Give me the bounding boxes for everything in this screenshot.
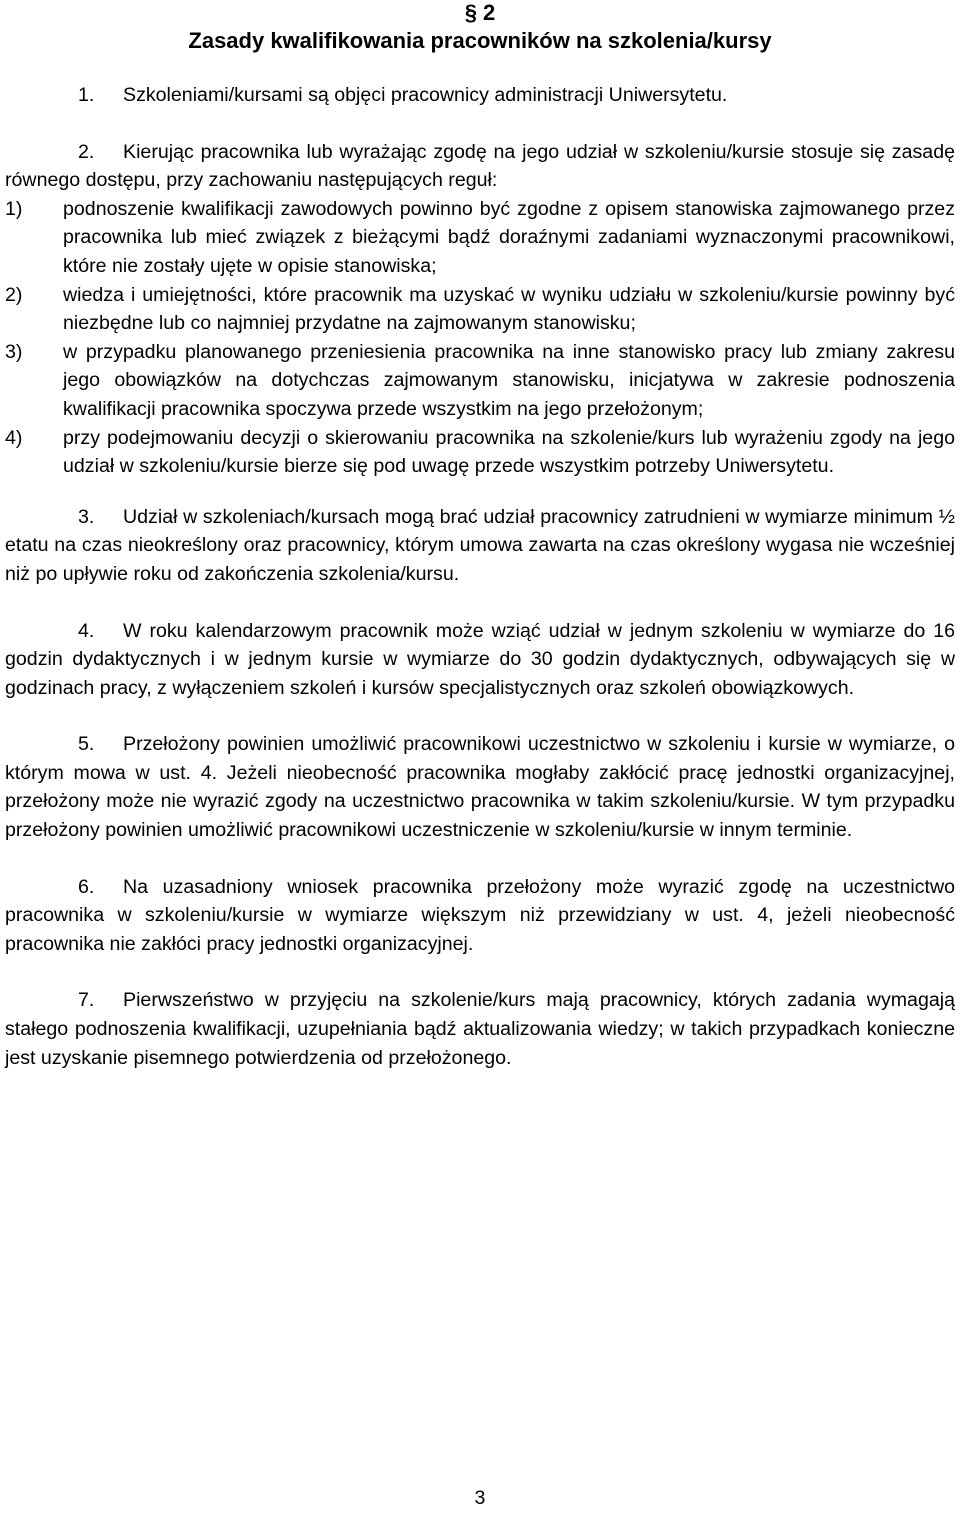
paragraph-number: 1. bbox=[78, 84, 95, 106]
paragraph-text: Pierwszeństwo w przyjęciu na szkolenie/kurs mają pracownicy, których zadania wymagają stałego podnoszenia kwalifikacji, uzupełniania bądź aktualizowania wiedzy; w takich przypadkach konieczne jest uzyskanie pisemnego potwierdzenia od przełożonego. bbox=[5, 989, 955, 1069]
paragraph-7 bbox=[5, 986, 955, 1072]
paragraph-5 bbox=[5, 730, 955, 844]
paragraph-2 bbox=[5, 138, 955, 195]
paragraph-text: Udział w szkoleniach/kursach mogą brać udział pracownicy zatrudnieni w wymiarze minimum ½ etatu na czas nieokreślony oraz pracownicy, którym umowa zawarta na czas określony wygasa nie wcześniej niż po upływie roku od zakończenia szkolenia/kursu. bbox=[5, 505, 955, 585]
paragraph-text: Kierując pracownika lub wyrażając zgodę na jego udział w szkoleniu/kursie stosuje się zasadę równego dostępu, przy zachowaniu następujących reguł: bbox=[5, 140, 955, 192]
sub-item-number: 2) bbox=[5, 283, 23, 306]
paragraph-text: Szkoleniami/kursami są objęci pracownicy administracji Uniwersytetu. bbox=[123, 84, 728, 106]
section-title: Zasady kwalifikowania pracowników na szkolenia/kursy bbox=[188, 28, 772, 53]
paragraph-text: Na uzasadniony wniosek pracownika przełożony może wyrazić zgodę na uczestnictwo pracownika w szkoleniu/kursie w wymiarze większym niż przewidziany w ust. 4, jeżeli nieobecność pracownika nie zakłóci pracy jednostki organizacyjnej. bbox=[5, 875, 955, 955]
sub-item-text: wiedza i umiejętności, które pracownik ma uzyskać w wyniku udziału w szkoleniu/kursie powinny być niezbędne lub co najmniej przydatne na zajmowanym stanowisku; bbox=[63, 283, 955, 335]
paragraph-3 bbox=[5, 503, 955, 589]
paragraph-number: 7. bbox=[78, 989, 95, 1012]
paragraph-number: 3. bbox=[78, 505, 95, 528]
sub-item-number: 1) bbox=[5, 197, 23, 220]
paragraph-number: 4. bbox=[78, 619, 95, 642]
sub-item-text: w przypadku planowanego przeniesienia pracownika na inne stanowisko pracy lub zmiany zakresu jego obowiązków na dotychczas zajmowanym stanowisku, inicjatywa w zakresie podnoszenia kwalifikacji pracownika spoczywa przede wszystkim na jego przełożonym; bbox=[63, 340, 955, 420]
paragraph-number: 2. bbox=[78, 140, 95, 163]
paragraph-4 bbox=[5, 617, 955, 703]
document-page bbox=[5, 0, 955, 1072]
sub-item-text: podnoszenie kwalifikacji zawodowych powinno być zgodne z opisem stanowiska zajmowanego przez pracownika lub mieć związek z bieżącymi bądź doraźnymi zadaniami wyznaczonymi pracownikowi, które nie zostały ujęte w opisie stanowiska; bbox=[63, 197, 955, 277]
sub-item-2 bbox=[5, 281, 955, 338]
paragraph-text: W roku kalendarzowym pracownik może wziąć udział w jednym szkoleniu w wymiarze do 16 godzin dydaktycznych i w jednym kursie w wymiarze do 30 godzin dydaktycznych, odbywających się w godzinach pracy, z wyłączeniem szkoleń i kursów specjalistycznych oraz szkoleń obowiązkowych. bbox=[5, 619, 955, 699]
section-mark: § 2 bbox=[464, 0, 496, 25]
sub-item-3 bbox=[5, 338, 955, 424]
paragraph-text: Przełożony powinien umożliwić pracownikowi uczestnictwo w szkoleniu i kursie w wymiarze, o którym mowa w ust. 4. Jeżeli nieobecność pracownika mogłaby zakłócić pracę jednostki organizacyjnej, przełożony może nie wyrazić zgody na uczestnictwo pracownika w takim szkoleniu/kursie. W tym przypadku przełożony powinien umożliwić pracownikowi uczestniczenie w szkoleniu/kursie w innym terminie. bbox=[5, 733, 955, 842]
sub-item-number: 3) bbox=[5, 340, 23, 363]
paragraph-number: 6. bbox=[78, 875, 95, 898]
sub-item-number: 4) bbox=[5, 426, 23, 449]
paragraph-6 bbox=[5, 873, 955, 959]
sub-item-1 bbox=[5, 195, 955, 281]
paragraph-number: 5. bbox=[78, 733, 95, 756]
sub-item-text: przy podejmowaniu decyzji o skierowaniu pracownika na szkolenie/kurs lub wyrażeniu zgody na jego udział w szkoleniu/kursie bierze się pod uwagę przede wszystkim potrzeby Uniwersytetu. bbox=[63, 426, 955, 478]
sub-item-4 bbox=[5, 424, 955, 481]
paragraph-1 bbox=[5, 81, 955, 110]
page-number: 3 bbox=[474, 1487, 486, 1509]
